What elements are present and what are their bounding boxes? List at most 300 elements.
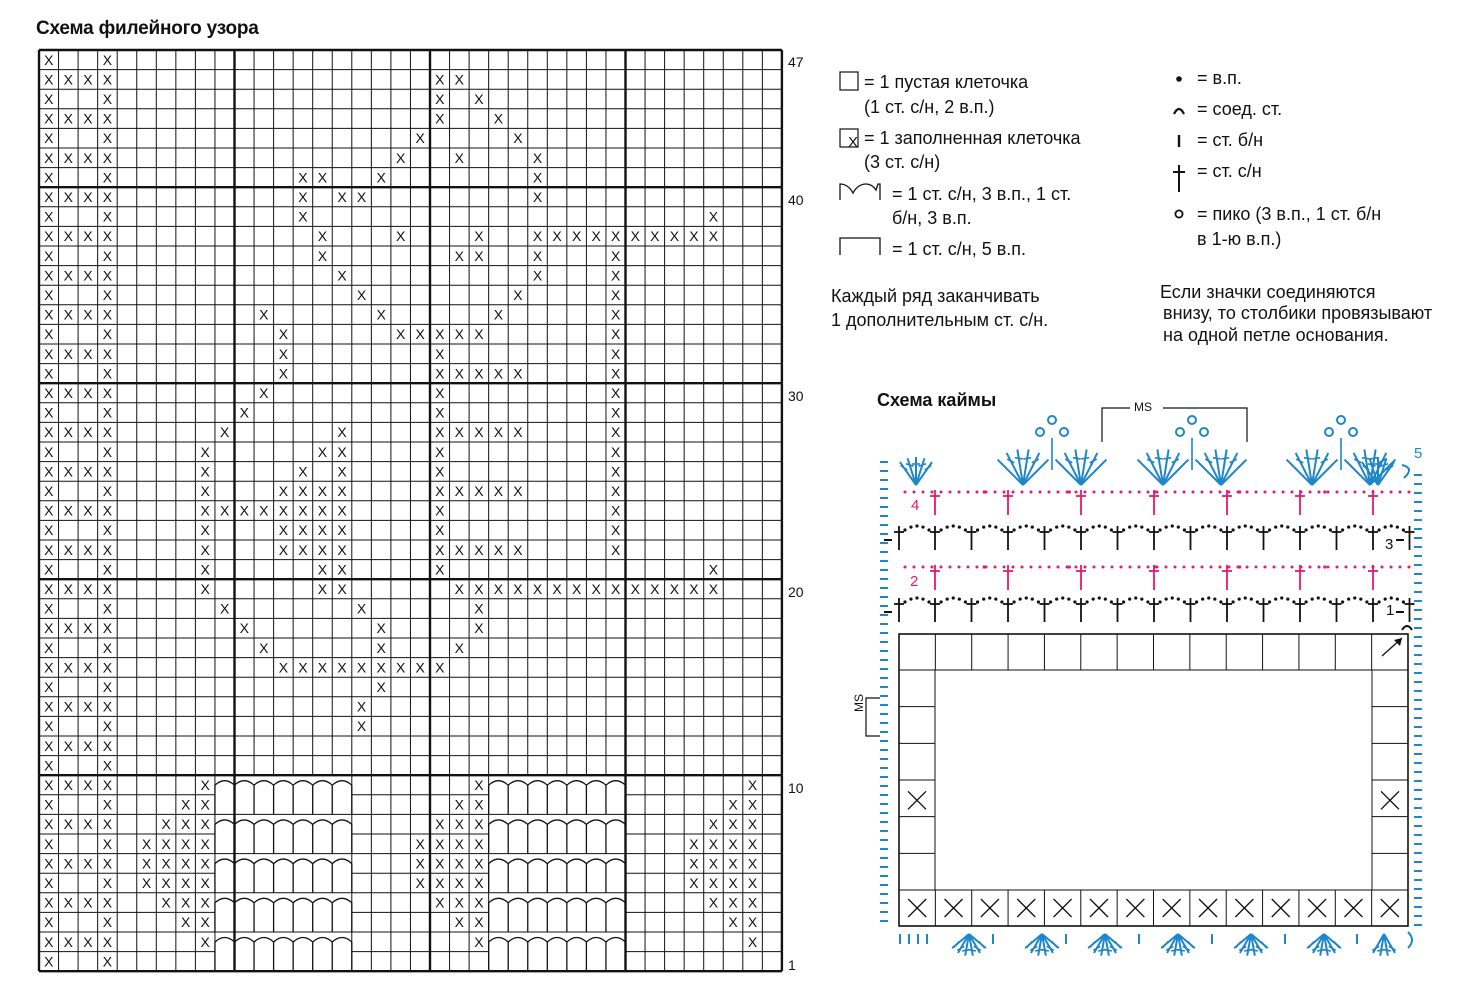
shell-stitch [900,462,916,485]
shell-stitch [1015,458,1023,459]
chain-dot [1250,525,1253,528]
chain-dot [1363,491,1366,494]
filled-cell-mark: X [650,581,660,597]
shell-stitch [1007,459,1014,463]
filled-cell-mark: X [200,835,210,852]
chain-dot [1309,491,1312,494]
filled-cell-mark: X [454,71,464,88]
chain-dot [1085,528,1088,531]
filled-cell-mark: X [493,365,504,382]
chain-dot [1292,528,1295,531]
shell-stitch [1213,458,1221,459]
start-arrow [1382,638,1402,656]
chain-dot [1372,566,1375,569]
shell-stitch [1234,934,1251,948]
chain-dot [1111,491,1114,494]
chain-dot [931,566,934,569]
filled-cell-mark: X [102,483,113,499]
filled-cell-mark: X [337,443,347,460]
filled-cell-mark: X [102,600,113,617]
chain-dot [1165,597,1168,600]
filled-cell-mark: X [161,894,171,911]
filled-cell-mark: X [83,620,93,637]
chain-dot [1140,597,1143,600]
chain-dot [1073,528,1076,531]
filled-cell-mark: X [728,816,738,833]
filled-cell-mark: X [83,189,93,205]
shell-stitch [1052,942,1057,948]
chain-dot [1012,528,1015,531]
chain-dot [1177,525,1180,528]
filled-cell-mark: X [200,443,210,460]
shell-stitch [1317,950,1325,951]
filled-cell-mark: X [747,875,758,891]
chain-dot [1255,491,1258,494]
filled-cell-mark: X [44,287,54,303]
shell-stitch [1115,942,1120,948]
chain-dot [1377,600,1380,603]
filled-cell-mark: X [83,228,93,245]
arch-mark [254,820,274,854]
filled-cell-mark: X [513,541,523,558]
chain-dot [1207,596,1210,599]
filled-cell-mark: X [83,345,93,362]
filled-cell-mark: X [493,110,504,127]
filled-cell-mark: X [337,502,347,519]
shell-stitch [1312,458,1320,459]
chain-dot [1057,491,1060,494]
arch-mark [274,781,294,815]
chain-dot [1244,596,1247,599]
filled-cell-mark: X [102,698,113,715]
filled-cell-mark: X [141,875,152,891]
filled-cell-mark: X [102,130,113,147]
shell-stitch [1163,942,1168,948]
edge-diagram [866,408,1422,956]
shell-stitch [1163,449,1169,485]
filled-cell-mark: X [532,581,543,597]
filled-cell-mark: X [44,91,54,107]
chain-dot [927,600,930,603]
arch-mark [235,898,255,932]
chain-dot [964,528,967,531]
filled-cell-mark: X [611,345,621,362]
filled-cell-mark: X [102,757,113,774]
filled-cell-mark: X [728,835,738,852]
chain-dot [1129,566,1132,569]
chain-dot [1381,566,1384,569]
shell-stitch [1324,934,1341,948]
filled-cell-mark: X [376,306,386,323]
filled-cell-mark: X [669,228,680,245]
edge-filled-cell [1235,899,1253,917]
shell-stitch [1363,466,1370,471]
chain-dot [1201,491,1204,494]
filled-cell-mark: X [708,228,719,245]
filled-cell-mark: X [474,228,484,245]
arch-mark [586,898,606,932]
shell-stitch [1027,942,1032,948]
filled-cell-mark: X [278,483,289,499]
filled-cell-mark: X [102,835,113,852]
slip-stitch-mark [1402,465,1409,478]
shell-stitch [1334,942,1339,948]
filled-cell-mark: X [83,463,93,480]
filled-cell-mark: X [298,169,308,186]
chain-dot [1048,491,1051,494]
filled-cell-mark: X [317,581,328,597]
edge-filled-cell [1163,899,1181,917]
shell-stitch [1001,463,1007,469]
edge-filled-cell [1090,899,1108,917]
repeat-bracket [866,698,880,736]
filled-cell-mark: X [728,875,738,891]
arch-mark [274,938,294,972]
filled-cell-mark: X [83,385,93,401]
filled-cell-mark: X [102,522,113,539]
filled-cell-mark: X [513,365,523,382]
filled-cell-mark: X [44,914,54,931]
shell-stitch [969,934,986,948]
chain-dot [1327,491,1330,494]
filled-cell-mark: X [474,875,484,891]
filled-cell-mark: X [337,483,347,499]
shell-stitch [916,458,924,485]
edge-filled-cell [1381,791,1399,809]
arch-mark [528,781,548,815]
edge-row-label-5: 5 [1414,445,1423,462]
shell-stitch [1239,946,1246,950]
chain-dot [1323,525,1326,528]
filled-cell-mark: X [102,914,113,931]
filled-cell-mark: X [474,855,484,872]
edge-filled-cell [908,899,926,917]
filled-cell-mark: X [63,698,73,715]
filled-cell-mark: X [415,659,425,676]
arch-mark [547,781,567,815]
chain-dot [1311,597,1314,600]
filled-cell-mark: X [337,659,347,676]
row-end-note-line1: Каждый ряд заканчивать [831,286,1040,306]
chain-dot [1231,600,1234,603]
shell-stitch [1250,950,1258,951]
chain-dot [1372,491,1375,494]
chain-dot [1153,565,1156,568]
shell-stitch [1215,449,1221,485]
filled-cell-mark: X [200,541,210,558]
shell-stitch [1081,453,1097,485]
filled-cell-mark: X [337,267,347,284]
chain-dot [1138,566,1141,569]
arch-mark [567,781,587,815]
legend-slip: = соед. ст. [1197,99,1283,119]
shell-stitch [974,946,981,950]
arch-mark [215,938,235,972]
filled-cell-mark: X [454,875,464,891]
shell-stitch [1090,942,1095,948]
edge-filled-cell [1381,791,1399,809]
filled-cell-mark: X [83,855,93,872]
chain-dot [946,597,949,600]
edge-filled-cell [1381,899,1399,917]
filled-cell-mark: X [83,581,93,597]
chain-dot [1075,491,1078,494]
filled-cell-mark: X [454,796,464,813]
slip-stitch-symbol [1174,109,1184,114]
chain-dot [952,596,955,599]
filled-cell-mark: X [747,816,758,833]
chain-dot [1318,491,1321,494]
shell-stitch [1032,459,1039,463]
filled-cell-mark: X [239,620,249,637]
arch-mark [215,859,235,893]
filled-cell-mark: X [747,796,758,813]
edge-filled-cell [1272,899,1290,917]
filled-cell-mark: X [63,737,73,754]
chain-dot [1237,491,1240,494]
chain-dot [1128,597,1131,600]
shell-stitch [1178,934,1189,953]
chain-dot [1000,600,1003,603]
filled-cell-mark: X [298,189,308,205]
filled-cell-mark: X [474,365,484,382]
chain-dot [1255,566,1258,569]
filled-cell-mark: X [708,855,719,872]
shell-stitch [1141,463,1147,469]
filled-cell-mark: X [454,424,464,441]
chain-dot [1102,491,1105,494]
chain-dot [1039,566,1042,569]
filled-cell-mark: X [611,287,621,303]
chain-dot [1084,566,1087,569]
shell-stitch [1321,459,1328,463]
chain-dot [1327,566,1330,569]
filled-cell-mark: X [435,483,445,499]
chain-dot [1273,491,1276,494]
legend-filled-cell-detail: (3 ст. с/н) [864,152,941,172]
arch-mark [586,938,606,972]
shell-stitch [1041,950,1049,951]
filled-cell-mark: X [102,306,113,323]
edge-filled-cell [908,791,926,809]
shell-stitch [1230,459,1237,463]
chain-dot [1291,491,1294,494]
filled-cell-mark: X [200,522,210,539]
chain-dot [1055,597,1058,600]
chain-dot [1347,597,1350,600]
chain-dot [1268,600,1271,603]
filled-cell-mark: X [454,816,464,833]
chain-dot [1110,600,1113,603]
shell-stitch [1177,950,1185,951]
chain-dot [913,566,916,569]
arch-mark [332,781,352,815]
filled-cell-mark: X [63,620,73,637]
filled-cell-mark: X [454,835,464,852]
filled-cell-mark: X [44,737,54,754]
chain-dot [1268,528,1271,531]
shell-stitch [1378,462,1394,485]
filled-cell-mark: X [747,914,758,931]
chain-dot [903,600,906,603]
filled-cell-mark: X [591,228,601,245]
filled-cell-mark: X [102,71,113,88]
shell-stitch [1312,453,1328,485]
chain-dot [1323,490,1326,493]
shell-stitch [965,934,969,956]
shell-stitch [1324,934,1335,953]
arch-mark [254,781,274,815]
chain-dot [985,566,988,569]
chain-dot [958,566,961,569]
filled-cell-mark: X [435,835,445,852]
chain-dot [1329,528,1332,531]
filled-cell-mark: X [102,365,113,382]
edge-chart-title: Схема каймы [877,390,997,410]
chain-dot [1134,524,1137,527]
picot-mark [1325,428,1333,436]
chain-dot [1138,491,1141,494]
chain-dot [1390,566,1393,569]
filled-cell-mark: X [611,404,621,421]
chain-dot [1066,566,1069,569]
filled-cell-mark: X [317,502,328,519]
chain-dot [1246,491,1249,494]
chain-dot [1273,566,1276,569]
chain-dot [1183,528,1186,531]
picot-mark [1200,428,1208,436]
edge-filled-cell [1199,899,1217,917]
shell-stitch [1065,453,1081,485]
arch-mark [313,938,333,972]
shell-stitch [1042,934,1046,956]
shell-stitch [1251,934,1268,948]
chain-dot [1012,491,1015,494]
chain-dot [1049,528,1052,531]
chain-dot [976,491,979,494]
filled-cell-mark: X [44,581,54,597]
arch-mark [332,938,352,972]
chain-dot [1073,600,1076,603]
filled-cell-mark: X [454,639,464,656]
shell-stitch [1183,946,1190,950]
chain-dot [1238,565,1241,568]
filled-cell-mark: X [708,894,719,911]
chain-dot [1402,600,1405,603]
filled-cell-mark: X [44,679,54,695]
chain-dot [915,524,918,527]
shell-stitch [1056,460,1081,485]
shell-stitch [1251,934,1255,956]
chain-dot [1286,597,1289,600]
filled-cell-mark: X [356,659,367,676]
row-number-1: 1 [788,957,796,973]
filled-cell-mark: X [141,855,152,872]
filled-cell-mark: X [454,483,464,499]
edge-filled-cell [981,899,999,917]
arch-mark [606,820,626,854]
shell-stitch [1047,946,1054,950]
filled-cell-mark: X [102,933,113,950]
arch-mark [547,938,567,972]
filled-cell-mark: X [102,247,113,264]
arch-mark [586,781,606,815]
chain-dot [904,491,907,494]
edge-filled-cell [1235,899,1253,917]
shell-stitch [1312,460,1337,485]
filled-cell-mark: X [689,835,699,852]
filled-cell-mark: X [376,620,386,637]
filled-cell-mark: X [44,541,54,558]
shell-stitch [962,950,970,951]
shell-stitch [1098,950,1106,951]
filled-cell-mark: X [102,620,113,637]
arch-mark [547,820,567,854]
shell-stitch [1306,449,1312,485]
chain-dot [967,566,970,569]
row-number-10: 10 [788,780,804,796]
chain-dot [976,528,979,531]
filled-cell-mark: X [102,816,113,833]
chain-dot [1354,566,1357,569]
chain-dot [983,565,986,568]
legend-sc: = ст. б/н [1197,130,1264,150]
filled-cell-mark: X [532,189,543,205]
shell-stitch [1237,463,1243,469]
chain-dot [1329,600,1332,603]
legend-arch-line2: б/н, 3 в.п. [892,208,972,228]
chain-dot [922,566,925,569]
chain-dot [1282,566,1285,569]
shell-stitch [1362,462,1378,485]
legend-bar: = 1 ст. с/н, 5 в.п. [892,239,1027,259]
legend-chain: = в.п. [1197,68,1242,88]
filled-cell-mark: X [747,855,758,872]
filled-cell-mark: X [708,561,719,578]
filled-cell-mark: X [161,816,171,833]
filled-cell-mark: X [102,345,113,362]
arch-mark [606,938,626,972]
filled-cell-mark: X [435,385,445,401]
filled-cell-mark: X [356,287,367,303]
chain-dot [976,600,979,603]
chain-dot [1282,491,1285,494]
row-number-20: 20 [788,584,804,600]
shell-stitch [979,942,984,948]
arch-mark [547,898,567,932]
filled-cell-mark: X [83,267,93,284]
filled-cell-mark: X [317,169,328,186]
chain-dot [1031,525,1034,528]
filled-cell-mark: X [474,541,484,558]
chain-dot [1025,596,1028,599]
filled-cell-mark: X [44,306,54,323]
filled-cell-mark: X [630,581,640,597]
shell-stitch [1023,453,1039,485]
shell-stitch [1256,946,1263,950]
arch-mark [274,820,294,854]
picot-symbol [1175,210,1182,217]
filled-cell-mark: X [278,365,289,382]
chain-dot [949,566,952,569]
filled-cell-mark: X [454,914,464,931]
filled-cell-mark: X [611,541,621,558]
edge-filled-cell [1054,899,1072,917]
chain-dot [988,596,991,599]
chain-dot [1158,600,1161,603]
shell-stitch [1364,449,1370,485]
chain-dot [1012,600,1015,603]
